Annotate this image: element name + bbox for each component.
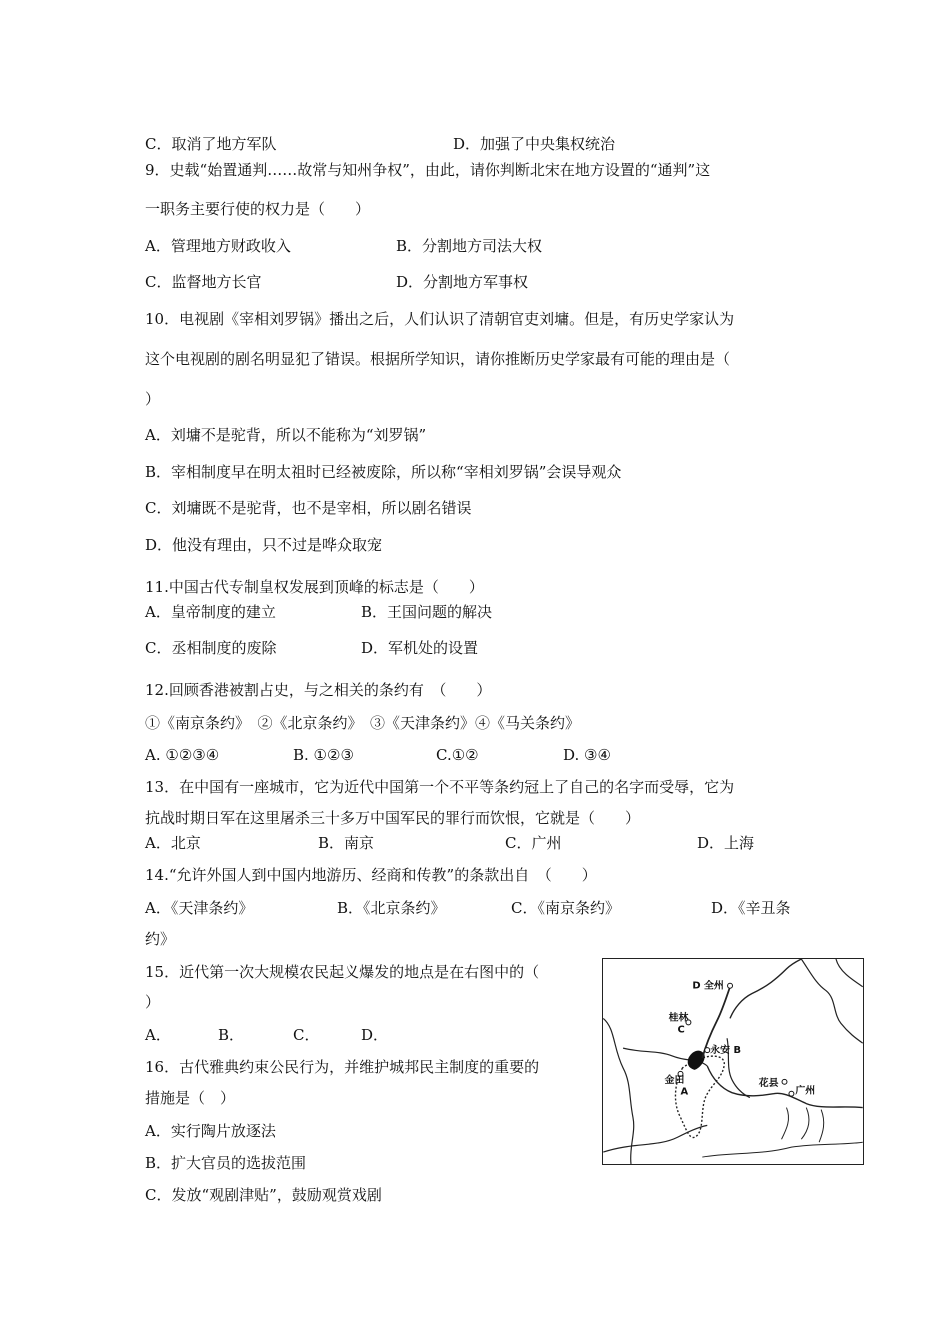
delta-rivers <box>782 1108 824 1143</box>
quanzhou-dot <box>728 983 733 988</box>
uprising-area-marker <box>688 1051 705 1070</box>
q14-option-d: D．《辛丑条 <box>711 899 791 917</box>
q15-stem-line2: ） <box>145 993 161 1011</box>
q16-stem-line2: 措施是（ ） <box>145 1089 236 1107</box>
q14-stem: 14.“允许外国人到中国内地游历、经商和传教”的条款出自 （ ） <box>145 866 597 884</box>
coast-line-south <box>603 1125 707 1152</box>
q9-stem-line1: 9．史载“始置通判……故常与知州争权”，由此，请你判断北宋在地方设置的“通判”这 <box>145 161 711 179</box>
q14-option-c: C．《南京条约》 <box>511 899 620 917</box>
border-line-ne <box>836 959 863 987</box>
q8-option-d: D．加强了中央集权统治 <box>453 135 616 153</box>
q10-stem-line1: 10．电视剧《宰相刘罗锅》播出之后，人们认识了清朝官吏刘墉。但是，有历史学家认为 <box>145 310 735 328</box>
q15-stem-line1: 15．近代第一次大规模农民起义爆发的地点是在右图中的（ <box>145 963 540 981</box>
west-river <box>707 1066 862 1108</box>
q13-stem-line1: 13．在中国有一座城市，它为近代中国第一个不平等条约冠上了自己的名字而受辱，它为 <box>145 778 735 796</box>
q12-option-c: C.①② <box>436 746 479 764</box>
q10-option-d: D．他没有理由，只不过是哗众取宠 <box>145 536 383 554</box>
q9-option-c: C．监督地方长官 <box>145 273 262 291</box>
q9-option-b: B．分割地方司法大权 <box>396 237 543 255</box>
label-a: A <box>680 1086 689 1098</box>
taiping-uprising-map <box>602 958 864 1165</box>
coast-line-east <box>702 1142 862 1157</box>
q11-option-d: D．军机处的设置 <box>361 639 479 657</box>
q13-option-b: B．南京 <box>318 834 375 852</box>
q10-option-c: C．刘墉既不是驼背，也不是宰相，所以剧名错误 <box>145 499 472 517</box>
q16-option-a: A．实行陶片放逐法 <box>145 1122 276 1140</box>
q12-treaty-list: ①《南京条约》 ②《北京条约》 ③《天津条约》④《马关条约》 <box>145 714 581 732</box>
q9-option-d: D．分割地方军事权 <box>396 273 529 291</box>
q8-option-c: C．取消了地方军队 <box>145 135 277 153</box>
q16-option-b: B．扩大官员的选拔范围 <box>145 1154 307 1172</box>
q14-option-b: B．《北京条约》 <box>337 899 446 917</box>
q13-option-d: D．上海 <box>697 834 755 852</box>
q13-stem-line2: 抗战时期日军在这里屠杀三十多万中国军民的罪行而饮恨，它就是（ ） <box>145 809 641 827</box>
q12-option-d: D. ③④ <box>563 746 611 764</box>
q12-stem: 12.回顾香港被割占史，与之相关的条约有 （ ） <box>145 681 492 699</box>
q11-option-b: B．王国问题的解决 <box>361 603 493 621</box>
huaxian-dot <box>782 1079 787 1084</box>
label-yongan: 永安 B <box>710 1045 741 1057</box>
label-c: C <box>677 1024 685 1036</box>
q10-stem-line3: ） <box>145 390 161 408</box>
q16-option-c: C．发放“观剧津贴”，鼓励观赏戏剧 <box>145 1186 382 1204</box>
label-quanzhou: D 全州 <box>692 980 724 992</box>
q10-stem-line2: 这个电视剧的剧名明显犯了错误。根据所学知识，请你推断历史学家最有可能的理由是（ <box>145 350 731 368</box>
q15-option-d: D． <box>361 1026 389 1044</box>
q10-option-b: B．宰相制度早在明太祖时已经被废除，所以称“宰相刘罗锅”会误导观众 <box>145 463 622 481</box>
q11-stem: 11.中国古代专制皇权发展到顶峰的标志是（ ） <box>145 578 484 596</box>
label-jintian: 金田 <box>664 1074 685 1086</box>
map-drawing <box>603 959 863 1164</box>
q15-option-b: B． <box>218 1026 245 1044</box>
q15-option-c: C． <box>293 1026 320 1044</box>
q12-option-a: A. ①②③④ <box>145 746 220 764</box>
border-line-east <box>801 959 862 1043</box>
q15-option-a: A． <box>145 1026 171 1044</box>
label-guilin: 桂林 <box>668 1012 689 1024</box>
border-line-west <box>603 1018 633 1164</box>
q16-stem-line1: 16．古代雅典约束公民行为，并维护城邦民主制度的重要的 <box>145 1058 540 1076</box>
q13-option-c: C．广州 <box>505 834 562 852</box>
label-guangzhou: 广州 <box>795 1085 816 1097</box>
guangzhou-dot <box>789 1091 794 1096</box>
q9-stem-line2: 一职务主要行使的权力是（ ） <box>145 200 371 218</box>
yongan-dot <box>705 1048 710 1053</box>
q11-option-a: A．皇帝制度的建立 <box>145 603 276 621</box>
q10-option-a: A．刘墉不是驼背，所以不能称为“刘罗锅” <box>145 426 427 444</box>
q11-option-c: C．丞相制度的废除 <box>145 639 277 657</box>
label-huaxian: 花县 <box>758 1077 779 1089</box>
q14-option-a: A．《天津条约》 <box>145 899 254 917</box>
q12-option-b: B. ①②③ <box>293 746 354 764</box>
q14-option-d-continued: 约》 <box>145 930 176 948</box>
q9-option-a: A．管理地方财政收入 <box>145 237 291 255</box>
q13-option-a: A．北京 <box>145 834 201 852</box>
route-north <box>730 959 801 1018</box>
